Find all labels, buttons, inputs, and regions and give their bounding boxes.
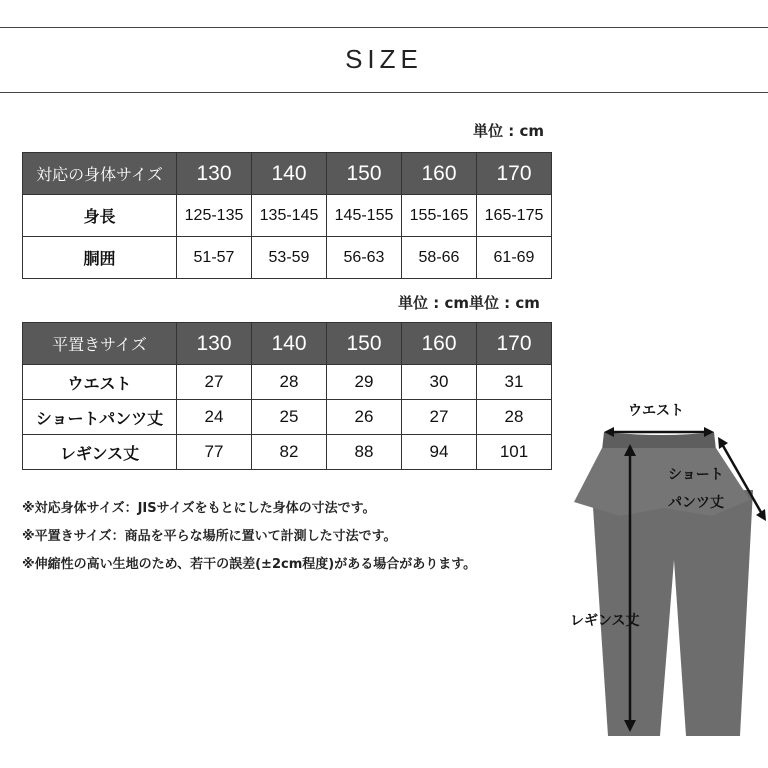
table-cell: 31 <box>477 365 552 400</box>
table-cell: 155-165 <box>402 195 477 237</box>
table-header-row <box>23 323 552 365</box>
unit-label: 単位 : cm <box>473 122 544 140</box>
table-header-label: 対応の身体サイズ <box>23 153 177 195</box>
table-cell: 135-145 <box>252 195 327 237</box>
table-cell: 125-135 <box>177 195 252 237</box>
size-header: 130 <box>177 153 252 195</box>
shorts-label-line1: ショート <box>668 467 724 483</box>
notes <box>22 500 476 584</box>
table-cell: 29 <box>327 365 402 400</box>
table-cell: 88 <box>327 435 402 470</box>
table-row <box>23 237 552 279</box>
size-header: 150 <box>327 153 402 195</box>
unit-label: 単位 : cm単位 : cm <box>398 294 540 312</box>
table-cell: 26 <box>327 400 402 435</box>
table-cell: 27 <box>402 400 477 435</box>
size-header: 140 <box>252 153 327 195</box>
table-cell: 82 <box>252 435 327 470</box>
table-cell: 53-59 <box>252 237 327 279</box>
size-header: 160 <box>402 323 477 365</box>
table-cell: 28 <box>477 400 552 435</box>
note-jis: ※対応身体サイズ：JISサイズをもとにした身体の寸法です。 <box>22 501 376 516</box>
size-header: 160 <box>402 153 477 195</box>
table-cell: 145-155 <box>327 195 402 237</box>
table-header-label: 平置きサイズ <box>23 323 177 365</box>
row-label: 胴囲 <box>23 237 177 279</box>
table-cell: 61-69 <box>477 237 552 279</box>
table-cell: 58-66 <box>402 237 477 279</box>
waist-label: ウエスト <box>628 403 684 419</box>
table-cell: 94 <box>402 435 477 470</box>
row-label: ウエスト <box>23 365 177 400</box>
table-header-row <box>23 153 552 195</box>
note-flat: ※平置きサイズ：商品を平らな場所に置いて計測した寸法です。 <box>22 529 397 544</box>
table-row <box>23 195 552 237</box>
table-cell: 77 <box>177 435 252 470</box>
leggings-label: レギンス丈 <box>570 613 640 629</box>
top-rule <box>0 27 768 28</box>
table-row <box>23 400 552 435</box>
note-stretch: ※伸縮性の高い生地のため、若干の誤差(±2cm程度)がある場合があります。 <box>22 557 477 572</box>
shorts-label-line2: パンツ丈 <box>668 495 724 511</box>
table-cell: 56-63 <box>327 237 402 279</box>
size-header: 170 <box>477 323 552 365</box>
bottom-rule <box>0 92 768 93</box>
table-cell: 30 <box>402 365 477 400</box>
table-row <box>23 435 552 470</box>
table-cell: 25 <box>252 400 327 435</box>
garment-diagram <box>560 392 768 768</box>
size-header: 150 <box>327 323 402 365</box>
body-size-table <box>22 152 552 279</box>
table-cell: 27 <box>177 365 252 400</box>
row-label: 身長 <box>23 195 177 237</box>
table-cell: 101 <box>477 435 552 470</box>
garment-illustration <box>560 392 768 768</box>
row-label: レギンス丈 <box>23 435 177 470</box>
table-cell: 24 <box>177 400 252 435</box>
table-cell: 51-57 <box>177 237 252 279</box>
table-row <box>23 365 552 400</box>
row-label: ショートパンツ丈 <box>23 400 177 435</box>
size-header: 140 <box>252 323 327 365</box>
size-header: 130 <box>177 323 252 365</box>
page-title: SIZE <box>345 44 423 74</box>
table-cell: 165-175 <box>477 195 552 237</box>
flat-size-table <box>22 322 552 470</box>
table-cell: 28 <box>252 365 327 400</box>
size-header: 170 <box>477 153 552 195</box>
